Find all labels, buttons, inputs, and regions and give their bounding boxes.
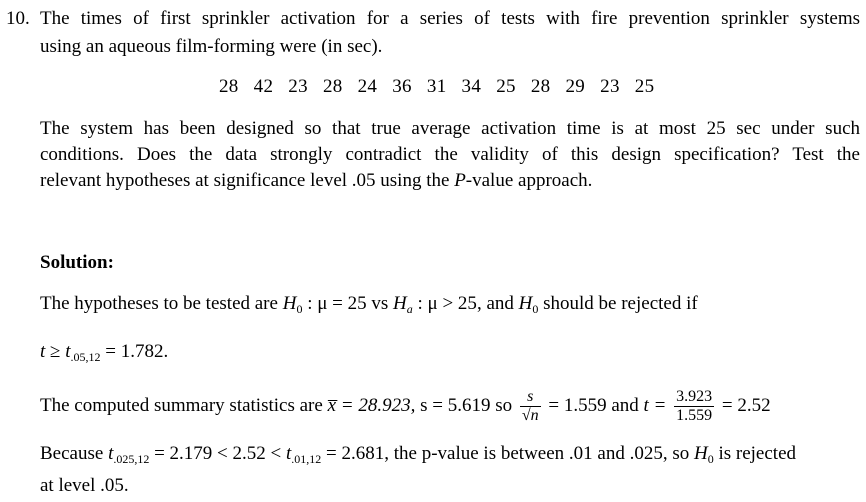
h0-symbol-2: H	[518, 293, 533, 314]
rejection-rule	[40, 341, 168, 365]
t-condition: ≥	[45, 341, 66, 362]
final-line: at level .05.	[40, 475, 129, 496]
para-line-3	[40, 170, 592, 192]
t-crit-value: = 1.782.	[100, 341, 169, 362]
ha-subscript: a	[406, 302, 413, 316]
ha-symbol: H	[393, 293, 407, 314]
problem-line-2: using an aqueous film-forming were (in sec).	[40, 36, 383, 57]
h0-symbol: H	[282, 293, 297, 314]
t01-symbol: t	[286, 443, 292, 464]
t-fraction-denominator: 1.559	[676, 407, 713, 424]
comparison-end: = 2.681	[321, 443, 385, 464]
xbar-value: x̅ = 28.923,	[327, 394, 421, 416]
se-value: = 1.559 and	[543, 394, 644, 416]
hyp-mid: , and	[476, 293, 519, 314]
t-crit-subscript: .05,12	[70, 350, 101, 364]
because-text: Because	[40, 443, 109, 464]
fraction-numerator: s	[527, 388, 534, 405]
t-symbol: t	[40, 341, 46, 362]
solution-heading: Solution:	[40, 252, 114, 273]
t-fraction-numerator: 3.923	[676, 388, 713, 405]
hyp-suffix: should be rejected if	[538, 293, 698, 314]
problem-number: 10.	[6, 8, 30, 29]
because-line	[40, 443, 796, 467]
summary-stats-line	[40, 388, 771, 425]
s-value: s = 5.619 so	[420, 394, 517, 416]
t025-symbol: t	[108, 443, 114, 464]
t-equals: t =	[643, 394, 672, 416]
para-line-3-text: relevant hypotheses at significance level .05 using the	[40, 170, 455, 191]
hypotheses-line	[40, 293, 698, 317]
ha-relation: : μ > 25	[412, 293, 477, 314]
h0-subscript: 0	[296, 302, 303, 316]
h0-subscript-3: 0	[707, 452, 714, 466]
t-stat-fraction	[674, 388, 714, 425]
h0-relation: : μ = 25 vs	[302, 293, 394, 314]
para-line-3-end: -value approach.	[465, 170, 593, 191]
h0-subscript-2: 0	[532, 302, 539, 316]
s-over-sqrt-n-fraction	[520, 388, 541, 425]
fraction-denominator: √n	[521, 407, 539, 424]
data-values: 28 42 23 28 24 36 31 34 25 28 29 23 25	[219, 76, 655, 97]
pvalue-text: , the p-value is between .01 and .025, so	[384, 443, 694, 464]
comparison-mid: = 2.179 < 2.52 <	[149, 443, 286, 464]
t01-subscript: .01,12	[291, 452, 322, 466]
t-stat-value: = 2.52	[717, 394, 771, 416]
problem-line-1: The times of first sprinkler activation for a series of tests with fire prevention sprinkler systems	[40, 8, 860, 29]
stats-prefix: The computed summary statistics are	[40, 394, 328, 416]
hyp-prefix: The hypotheses to be tested are	[40, 293, 283, 314]
p-symbol: P	[454, 170, 466, 191]
para-line-1: The system has been designed so that true average activation time is at most 25 sec under such	[40, 118, 860, 139]
t-crit-symbol: t	[65, 341, 71, 362]
h0-symbol-3: H	[693, 443, 708, 464]
rejected-text: is rejected	[713, 443, 797, 464]
para-line-2: conditions. Does the data strongly contradict the validity of this design specification? Test the	[40, 144, 860, 165]
t025-subscript: .025,12	[113, 452, 150, 466]
